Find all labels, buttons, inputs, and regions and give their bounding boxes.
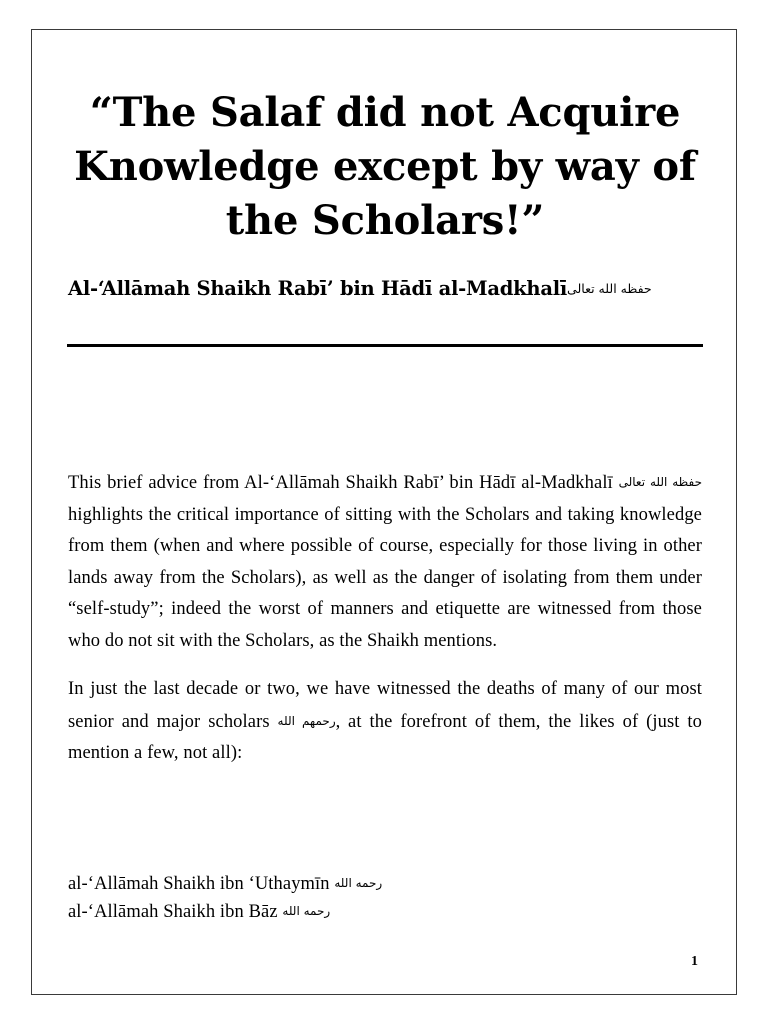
author-honorific-arabic: حفظه الله تعالى: [567, 281, 652, 296]
paragraph-intro-part-1: This brief advice from Al-‘Allāmah Shaikh Rabī’ bin Hādī al-Madkhalī: [68, 473, 619, 493]
scholar-name: al-‘Allāmah Shaikh ibn ‘Uthaymīn: [68, 874, 330, 894]
paragraph-intro-part-2: highlights the critical importance of sitting with the Scholars and taking knowledge from them (when and where possible of course, especially for those living in other lands away from the Scholars), as well as the danger of isolating from them under “self-study”; indeed the worst of manners and etiquette are witnessed from those who do not sit with the Scholars, as the Shaikh mentions.: [68, 504, 702, 651]
scholar-honorific-arabic: رحمه الله: [282, 904, 331, 918]
paragraph-intro: [68, 467, 702, 657]
scholar-name: al-‘Allāmah Shaikh ibn Bāz: [68, 902, 278, 922]
body-text: [68, 467, 702, 770]
paragraph-deaths-arabic: رحمهم الله: [277, 713, 336, 728]
list-item: [68, 870, 702, 898]
paragraph-deaths-part-2: , at the forefront of them, the likes of (just to mention a few, not all):: [68, 711, 703, 763]
scholars-list: [68, 870, 702, 926]
author-name: Al-‘Allāmah Shaikh Rabī’ bin Hādī al-Madkhalī: [68, 277, 568, 300]
page-content: [32, 30, 736, 994]
scholar-honorific-arabic: رحمه الله: [334, 876, 383, 890]
page-title: [54, 86, 716, 248]
title-line-1: “The Salaf did not Acquire: [89, 89, 681, 136]
paragraph-deaths-part-1: In just the last decade or two, we have witnessed the deaths of many of our most senior and major scholars: [68, 679, 702, 732]
author-byline: [68, 275, 708, 303]
page-number: 1: [691, 954, 698, 969]
header-divider: [67, 344, 703, 347]
title-line-2: Knowledge except by way of: [74, 143, 696, 190]
paragraph-deaths: [68, 674, 702, 770]
paragraph-intro-arabic: حفظه الله تعالى: [618, 475, 702, 489]
title-line-3: the Scholars!”: [225, 197, 545, 244]
list-item: [68, 898, 702, 926]
document-page: [31, 29, 737, 995]
